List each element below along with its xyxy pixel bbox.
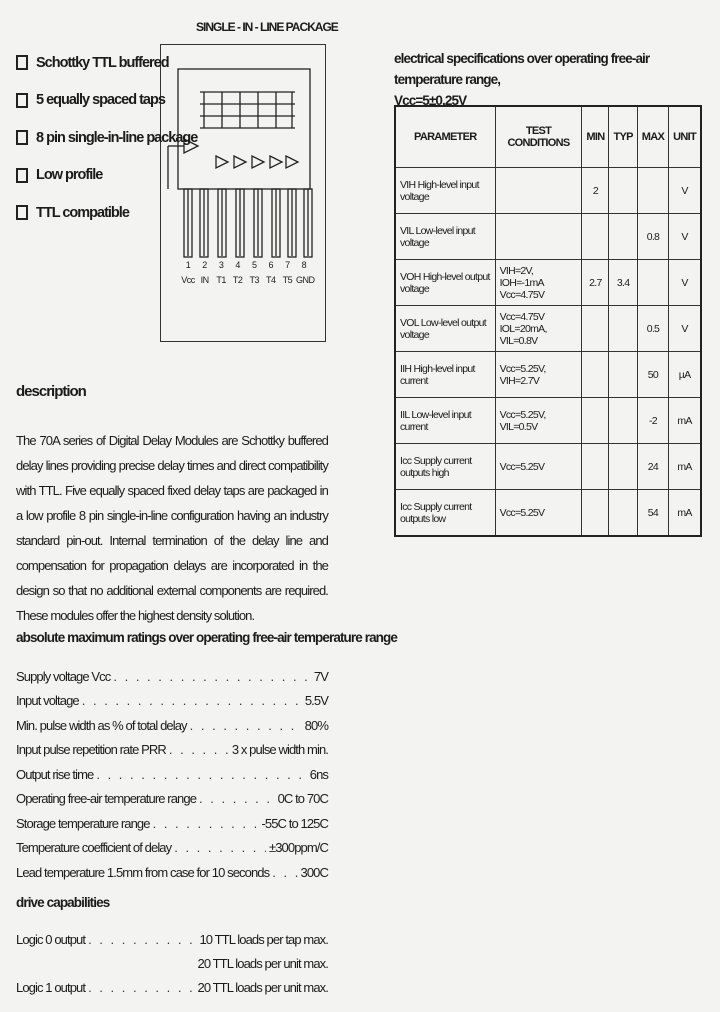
table-row: VOH High-level output voltage VIH=2V, IOH=-1mA Vcc=4.75V 2.7 3.4 V [395, 260, 701, 306]
feature-item: 8 pin single-in-line package [16, 119, 166, 157]
column-header: UNIT [669, 106, 701, 168]
table-row: VIL Low-level input voltage 0.8 V [395, 214, 701, 260]
table-header-row [395, 106, 701, 168]
table-row: VOL Low-level output voltage Vcc=4.75V IOL=20mA, VIL=0.8V 0.5 V [395, 306, 701, 352]
electrical-heading: electrical specifications over operating free-air temperature range, Vcc=5±0.25V [394, 51, 650, 108]
table-row: IIH High-level input current Vcc=5.25V, VIH=2.7V 50 µA [395, 352, 701, 398]
pin-number: 7 [285, 260, 290, 270]
pin-number: 3 [218, 260, 224, 270]
drive-heading: drive capabilities [16, 895, 110, 910]
pin-number: 1 [185, 260, 191, 270]
checkbox-icon [16, 168, 28, 183]
pin-number: 5 [251, 260, 257, 270]
pin-numbers [180, 260, 312, 270]
delay-line-taps [204, 92, 292, 128]
pin-name: T3 [249, 275, 259, 285]
column-header: TEST CONDITIONS [495, 106, 582, 168]
drive-row: Logic 0 output . . . 10 TTL loads per tap max. [16, 927, 328, 951]
table-row: Icc Supply current outputs low Vcc=5.25V 54 mA [395, 490, 701, 537]
rating-row: Min. pulse width as % of total delay . . . 80% [16, 713, 328, 738]
electrical-spec-table [394, 105, 702, 537]
feature-item: TTL compatible [16, 194, 166, 232]
module-body [178, 69, 310, 189]
absolute-max-heading: absolute maximum ratings over operating free-air temperature range [16, 630, 397, 645]
description-heading: description [16, 383, 86, 400]
pin-name: Vcc [181, 275, 195, 285]
rating-row: Storage temperature range . . . -55C to 125C [16, 811, 328, 836]
drive-row: 20 TTL loads per unit max. [197, 955, 328, 971]
pin-name: GND [295, 275, 315, 285]
column-header: MAX [637, 106, 668, 168]
package-title: SINGLE - IN - LINE PACKAGE [196, 20, 338, 34]
pin-number: 4 [235, 260, 240, 270]
rating-row: Output rise time . . . 6ns [16, 762, 328, 787]
rating-row: Lead temperature 1.5mm from case for 10 seconds . . . 300C [16, 860, 328, 885]
checkbox-icon [16, 130, 28, 145]
pin-number: 8 [301, 260, 307, 270]
table-row: IIL Low-level input current Vcc=5.25V, VIL=0.5V -2 mA [395, 398, 701, 444]
feature-list [16, 44, 198, 232]
feature-item: Low profile [16, 157, 166, 195]
drive-list [16, 927, 328, 999]
feature-item: Schottky TTL buffered [16, 44, 166, 82]
pin-names [180, 275, 315, 285]
rating-row: Input voltage . . . 5.5V [16, 689, 328, 714]
column-header: MIN [582, 106, 609, 168]
rating-row: Input pulse repetition rate PRR . . . 3 x pulse width min. [16, 738, 328, 763]
pin-name: T1 [216, 275, 226, 285]
pin-name: T2 [232, 275, 243, 285]
checkbox-icon [16, 205, 28, 220]
column-header: PARAMETER [395, 106, 495, 168]
table-row: Icc Supply current outputs high Vcc=5.25V 24 mA [395, 444, 701, 490]
feature-item: 5 equally spaced taps [16, 82, 166, 120]
pin-name: IN [200, 275, 209, 285]
package-schematic [160, 44, 324, 340]
rating-row: Supply voltage Vcc . . . 7V [16, 664, 328, 689]
checkbox-icon [16, 93, 28, 108]
rating-row: Temperature coefficient of delay . . . ±300ppm/C [16, 836, 328, 861]
drive-row: Logic 1 output . . . 20 TTL loads per unit max. [16, 975, 328, 999]
ratings-list [16, 664, 328, 885]
rating-row: Operating free-air temperature range . . . 0C to 70C [16, 787, 328, 812]
pin-number: 2 [202, 260, 207, 270]
pin-number: 6 [268, 260, 274, 270]
description-text: The 70A series of Digital Delay Modules are Schottky buffered delay lines providing precise delay times and direct compatibility with TTL. Five equally spaced fixed delay taps are packaged in a low profile 8 pin single-in-line configuration having an industry standard pin-out. Internal termination of the delay line and compensation for propagation delays are incorporated in the design so that no additional external components are required. These modules offer the highest density solution. [16, 433, 328, 623]
table-row: VIH High-level input voltage 2 V [395, 168, 701, 214]
column-header: TYP [609, 106, 637, 168]
checkbox-icon [16, 55, 28, 70]
pin-name: T5 [282, 275, 293, 285]
pin-name: T4 [266, 275, 276, 285]
